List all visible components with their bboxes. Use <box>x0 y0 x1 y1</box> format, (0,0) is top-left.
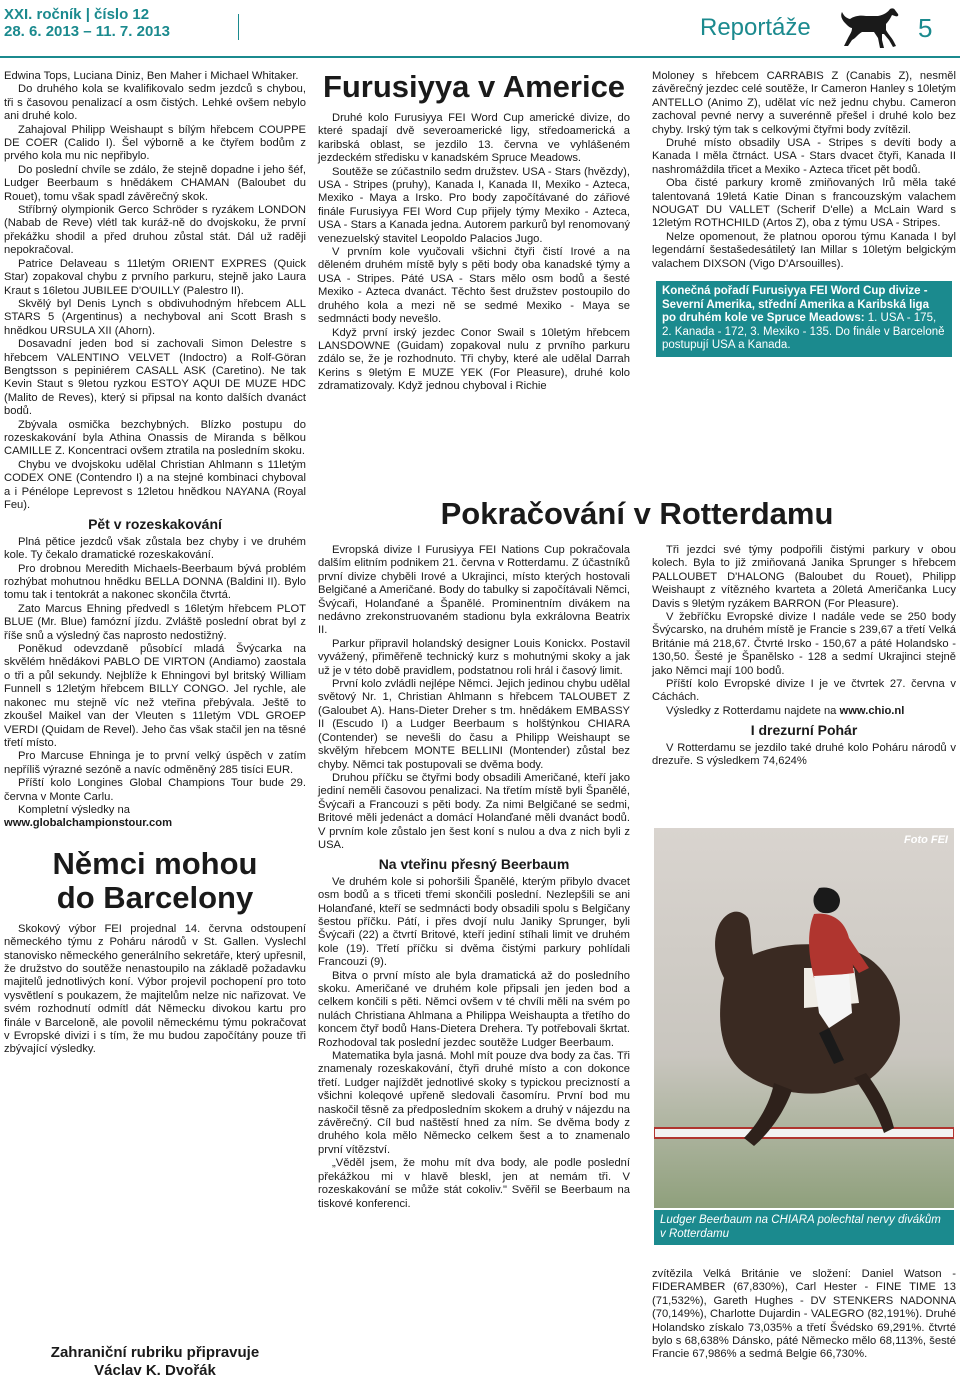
article-title-rotterdam: Pokračování v Rotterdamu <box>440 496 834 531</box>
column-middle-bottom <box>318 544 630 1211</box>
paragraph: Když první irský jezdec Conor Swail s 10letým hřebcem LANSDOWNE (Guidam) zopakoval nulu z prvního parkuru zdálo se, že je rozhodnuto. Tři chyby, které ale udělal Darrah Kerins s 9letým E MUZE YEK (For Pleasure), druhé kolo zdramatizovaly. Když jednou chyboval i Richie <box>318 326 630 393</box>
paragraph: Edwina Tops, Luciana Diniz, Ben Maher i Michael Whitaker. <box>4 70 299 82</box>
results-link-chio[interactable]: www.chio.nl <box>839 704 905 717</box>
paragraph: Do poslední chvíle se zdálo, že stejně dopadne i jeho šéf, Ludger Beerbaum s hnědákem CHAMAN (Baloubet du Rouet), tomu však spadl závěrečný skok. <box>4 163 306 203</box>
byline <box>4 1344 306 1380</box>
paragraph: zvítězila Velká Británie ve složení: Daniel Watson - FIDERAMBER (67,830%), Carl Hester - FINE TIME 13 (71,532%), Gareth Hughes - DV STENKERS NADONNA (70,149%), Charlotte Dujardin - VALEGRO (82,191%). Druhé Holandsko získalo 73,035% a třetí Švédsko 69,291%. čtvrté bylo s 68,638% Dánsko, páté Německo mělo 68,113%, šesté Francie 67,986% a sedmá Belgie 66,730%. <box>652 1268 956 1361</box>
results-prefix: Výsledky z Rotterdamu najdete na <box>666 704 837 717</box>
subheading-drezura: I drezurní Pohár <box>750 722 858 739</box>
results-link[interactable]: www.globalchampionstour.com <box>4 817 173 830</box>
page-header <box>0 0 960 58</box>
paragraph: Příští kolo Evropské divize I je ve čtvrtek 27. června v Cáchách. <box>652 678 956 704</box>
photo-credit: Foto FEI <box>904 834 948 846</box>
paragraph: Poněkud odevzdaně působící mladá Švýcarka na skvělém hnědákovi PABLO DE VIRTON (Andiamo) zaostala o tři a půl sekundy. Nejblíže k Ehningovi byl britský William Funnell s 12letým hřebcem BILLY CONGO. Jel rychle, ale nakonec mu stejně víc než vteřina přebývala. Ještě to zkoušel Maikel van der Vleuten s 11letým VDL GROEP VERDI (Quidam de Revel). Jeho čas však stačil jen na těsné třetí místo. <box>4 643 306 749</box>
header-rule <box>0 56 960 58</box>
paragraph: Zato Marcus Ehning předvedl s 16letým hřebcem PLOT BLUE (Mr. Blue) famózní jízdu. Zvláště poslední obrat byl z říše snů a výsledný čas naprosto nedostižný. <box>4 602 306 642</box>
header-divider <box>238 14 239 40</box>
paragraph: Bitva o první místo ale byla dramatická až do posledního skoku. Američané ve druhém kole připsali jen jeden bod a celkem končili s pěti. Němci ovšem v té chvíli měli na svém po nulách Christiana Ahlmana a Philippa Weishaupta a třetího do koncem čtyř bodů Hans-Dietera Drehera. Ty potřebovali škrtat. Rozhodoval tak poslední jezdec soutěže Ludger Beerbaum. <box>318 969 630 1049</box>
paragraph: Druhé místo obsadily USA - Stripes s devíti body a Kanada I měla čtrnáct. USA - Stars dvacet čtyři, Kanada II nashromáždila třicet a Mexiko - Azteca třicet pět bodů. <box>652 137 956 176</box>
paragraph: Soutěže se zúčastnilo sedm družstev. USA - Stars (hvězdy), USA - Stripes (pruhy), Kanada I, Kanada II, Mexiko - Azteca, Mexiko - Maya a Irsko. Pro body započítávané do zářiové finále Furusiyya FEI Word Cup přijely týmy Mexiko - Azteca, USA - Stars a Kanada jedna. Autorem parkurů byl renomovaný venezuelský stavitel Leopoldo Palacios Jugo. <box>318 165 630 245</box>
paragraph: Evropská divize I Furusiyya FEI Nations Cup pokračovala dalším elitním podnikem 21. června v Rotterdamu. Z účastníků první divize chyběli Irové a Ukrajinci, místo kterých hostovali Belgičané a Američané. Body do tabulky si započítávali Němci, Švýcaři, Holanďané a Španělé. Prominentním divákem na nedávno zrekonstruovaném stadionu byla exkrálovna Beatrix II. <box>318 544 630 637</box>
paragraph: Druhou příčku se čtyřmi body obsadili Američané, kteří jako jediní neměli časovou penalizaci. Na třetím místě byli Španělé, Švýcaři a Francouzi s pěti body. Za nimi Belgičané se sedmi, Britové měli jedenáct a domácí Holanďané měli dvanáct bodů. V prvním kole zůstalo jen šest koní s nulou a dva z nich byli z USA. <box>318 771 630 851</box>
paragraph: Moloney s hřebcem CARRABIS Z (Canabis Z), nesměl závěrečný jezdec celé soutěže, Ir Cameron Hanley s 10letým ANTELLO (Animo Z), udělat víc než jednu chybu. Cameron zachoval pevné nervy a suverénně přešel i druhé kolo bez chyby. Irský tým tak s celkovými čtyřmi body zvítězil. <box>652 70 956 136</box>
paragraph: Skokový výbor FEI projednal 14. června odstoupení německého týmu z Poháru národů v St. Gallen. Vyslechl stanovisko německého generálního sekretáře, který upřesnil, že družstvo do soutěže nenastoupilo na základě požadavku majitelů jednotlivých koní. Výbor projevil pochopení pro toto vysvětlení s poukazem, že majitelům nelze nic nařizovat. Ve svém rozhodnutí odmítl dát Německu divokou kartu pro finále v Barceloně, ale povolil německému týmu pokračovat v Evropské divizi i s tím, že mu budou započítány pouze tři zbývající výsledky. <box>4 922 306 1056</box>
column-left <box>4 70 306 1057</box>
column-middle-top <box>318 70 630 394</box>
horse-icon <box>838 6 900 50</box>
issue-number: XXI. ročník | číslo 12 <box>4 6 150 23</box>
byline-author: Václav K. Dvořák <box>94 1362 216 1379</box>
paragraph: Příští kolo Longines Global Champions Tour bude 29. června v Monte Carlu. <box>4 777 306 803</box>
paragraph: Do druhého kola se kvalifikovalo sedm jezdců s chybou, tři s časovou penalizací a osm čistých. Lehké ovšem nebylo ani druhé kolo. <box>4 83 306 123</box>
paragraph: Nelze opomenout, že platnou oporou týmu Kanada I byl legendární šestašedesátiletý Ian Millar s 10letým belgickým valachem DIXSON (Vigo D'Arsouilles). <box>652 230 956 270</box>
paragraph: Zbývala osmička bezchybných. Blízko postupu do rozeskakování byla Athina Onassis de Miranda s bělkou CAMILLE Z. Koncentraci ovšem ztratila na posledním skoku. <box>4 418 306 458</box>
column-right-top <box>652 70 956 363</box>
photo-caption: Ludger Beerbaum na CHIARA polechtal nervy divákům v Rotterdamu <box>654 1210 954 1245</box>
results-line: Kompletní výsledky na <box>18 803 130 816</box>
section-title: Reportáže <box>700 14 811 41</box>
photo-illustration <box>654 828 954 1208</box>
article-title-furusiyya: Furusiyya v Americe <box>322 69 626 104</box>
paragraph: V prvním kole vyučovali všichni čtyři čistí Irové a na děleném druhém místě byly s pěti body oba kanadské týmy a USA - Stripes. Páté USA - Stars mělo osm bodů a šesté Mexiko - Azteca dvanáct. Těchto šest družstev postoupilo do druhého kola a mezi ně se sedmé Mexiko - Maya se sedmnácti body nevešlo. <box>318 246 630 326</box>
column-right-bottom <box>652 544 956 769</box>
paragraph: Matematika byla jasná. Mohl mít pouze dva body za čas. Tři znamenaly rozeskakování, čtyři druhé místo a con dokonce třetí. Ludger najíždět jednotlivé skoky s typickou precizností a všichni koleqové upřeně sledovali časomíru. První bod mu naskočil těsně za předposledním skokem a druhý v nájezdu na závěrečný. Cíl bud naštěstí hned za ním. Se dvěma body z druhého kola mělo Německo celkem šest a to znamenalo první vítězství. <box>318 1050 630 1156</box>
column-right-final <box>652 1268 956 1362</box>
subheading-pet-v-rozeskakovani: Pět v rozeskakování <box>88 516 222 533</box>
issue-dates: 28. 6. 2013 – 11. 7. 2013 <box>4 23 170 40</box>
page-number: 5 <box>918 13 933 43</box>
paragraph: Patrice Delaveau s 11letým ORIENT EXPRES (Quick Star) zopakoval chybu z prvního parkuru, stejně jako Laura Kraut s 16letou JUBILEE D'OUILLY (Palestro II). <box>4 257 306 297</box>
results-box <box>656 281 952 357</box>
paragraph: Parkur připravil holandský designer Louis Konickx. Postavil vyvážený, přiměřeně technický kurz s mohutnými skoky a jak už je v této době pravidlem, podstatnou roli hrál i časový limit. <box>318 637 630 677</box>
paragraph: Plná pětice jezdců však zůstala bez chyby i ve druhém kole. Ty čekalo dramatické rozeskakování. <box>4 535 306 562</box>
results-box-heading: Konečná pořadí Furusiyya FEI Word Cup divize - Severní Amerika, střední Amerika a Karibská liga po druhém kole ve Spruce Meadows: <box>662 285 929 325</box>
paragraph: První kolo zvládli nejlépe Němci. Jejich jedinou chybu udělal světový Nr. 1, Christian Ahlmann s hřebcem TALOUBET Z (Galoubet A). Hans-Dieter Dreher s tm. hnědákem EMBASSY II (Escudo I) a Ludger Beerbaum s holštýnkou CHIARA (Contender) se nevešli do času a Philipp Weishaupt se skvělým hřebcem MONTE BELLINI (Montender) zůstal bez chyby. Němci tak postupovali se dvěma body. <box>318 678 630 771</box>
barcelona-title-line2: do Barcelony <box>56 879 254 915</box>
results-box-values: 1. USA - 175, 2. Kanada - 172, 3. Mexiko - 135. Do finále v Barceloně postupují USA a Kanada. <box>662 312 945 352</box>
paragraph: V Rotterdamu se jezdilo také druhé kolo Poháru národů v drezuře. S výsledkem 74,624% <box>652 741 956 768</box>
paragraph: Stříbrný olympionik Gerco Schröder s ryzákem LONDON (Nabab de Reve) vlétl tak kuráž-ně do dvojskoku, že první překážku shodil a před druhou zůstal stát. Dál už raději nepokračoval. <box>4 204 306 257</box>
paragraph: Druhé kolo Furusiyya FEI Word Cup americké divize, do které spadají dvě severoamerické ligy, středoamerická a karibská oblast, se jezdilo 13. června ve vyhlášeném jezdeckém středisku v kanadském Spruce Meadows. <box>318 112 630 165</box>
subheading-beerbaum: Na vteřinu přesný Beerbaum <box>378 856 570 873</box>
paragraph: Dosavadní jeden bod si zachovali Simon Delestre s hřebcem VALENTINO VELVET (Indoctro) a Rolf-Göran Bengtsson s pepiniérem CASALL ASK (Caretino). Ne tak Kevin Staut s 9letou ryzkou ESTOY AQUI DE MUZE HDC (Malito de Reves), který si připsal na konto dalších dvanáct bodů. <box>4 338 306 418</box>
barcelona-title-line1: Němci mohou <box>52 845 258 881</box>
issue-info <box>0 6 240 52</box>
paragraph: Oba čisté parkury kromě zmiňovaných Irů měla také talentovaná 19letá Katie Dinan s francouzským valachem NOUGAT DU VALLET (Scherif D'elle) a McLain Ward s 12letým ROTHCHILD (Artos Z), oba z týmu USA - Stripes. <box>652 177 956 230</box>
paragraph: „Věděl jsem, že mohu mít dva body, ale podle poslední překážkou mi v hlavě bleskl, jen at nemám tři. V rozeskakování se může stát cokoliv." Svěřil se Beerbaum na tiskové konferenci. <box>318 1157 630 1210</box>
paragraph: V žebříčku Evropské divize I nadále vede se 250 body Švýcarsko, na druhém místě je Francie s 239,67 a třetí Velká Británie má 218,67. Čtvrté Irsko - 150,67 a páté Holandsko - 130,50. Šesté je Španělsko - 128 a sedmí Ukrajinci stejně jako Němci mají 100 bodů. <box>652 611 956 677</box>
photo-beerbaum <box>654 828 954 1208</box>
paragraph: Tři jezdci své týmy podpořili čistými parkury v obou kolech. Byla to již zmiňovaná Janika Sprunger s hřebcem PALLOUBET D'HALONG (Baloubet du Rouet), Philipp Weishaupt z vítězného kvarteta a 20letá Američanka Lucy Davis s 9letým ryzákem BARRON (For Pleasure). <box>652 544 956 610</box>
byline-line1: Zahraniční rubriku připravuje <box>50 1344 260 1361</box>
paragraph: Skvělý byl Denis Lynch s obdivuhodným hřebcem ALL STARS 5 (Argentinus) a nechyboval ani Scott Brash s hnědkou URSULA XII (Ahorn). <box>4 297 306 337</box>
results-line <box>652 705 956 718</box>
paragraph: Chybu ve dvojskoku udělal Christian Ahlmann s 11letým CODEX ONE (Contendro I) a na stejné kombinaci chyboval a i Pénélope Leprevost s 12letou hnědkou NAYANA (Royal Feu). <box>4 458 306 511</box>
paragraph: Pro Marcuse Ehninga je to první velký úspěch v zatím nepříliš výrazné sezóně a navíc odměněný 285 tisíci EUR. <box>4 750 306 776</box>
paragraph: Zahajoval Philipp Weishaupt s bílým hřebcem COUPPE DE COER (Calido I). Šel výborně a ke čtyřem bodům z prvého kola mu nic nepřibylo. <box>4 123 306 163</box>
paragraph: Pro drobnou Meredith Michaels-Beerbaum bývá problém rozhýbat mohutnou hnědku BELLA DONNA (Baldini II). Bylo tomu tak i tentokrát a nakonec skončila čtvrtá. <box>4 562 306 602</box>
paragraph: Ve druhém kole si pohoršili Španělé, kterým přibylo dvacet osm bodů a s třiceti třemi skončili poslední. Nezlepšili se ani Holanďané, kteří se sedmnácti body obsadili spolu s Belgičany šestou příčku. Pátí, i přes dvojí nulu Janiky Sprunger, byli Švýcaři (22) a čtvrtí Britové, kteří jediní stíhali limit ve druhém kole (19). Třetí příčku si dvěma čistými parkury pohlídali Francouzi (9). <box>318 875 630 969</box>
